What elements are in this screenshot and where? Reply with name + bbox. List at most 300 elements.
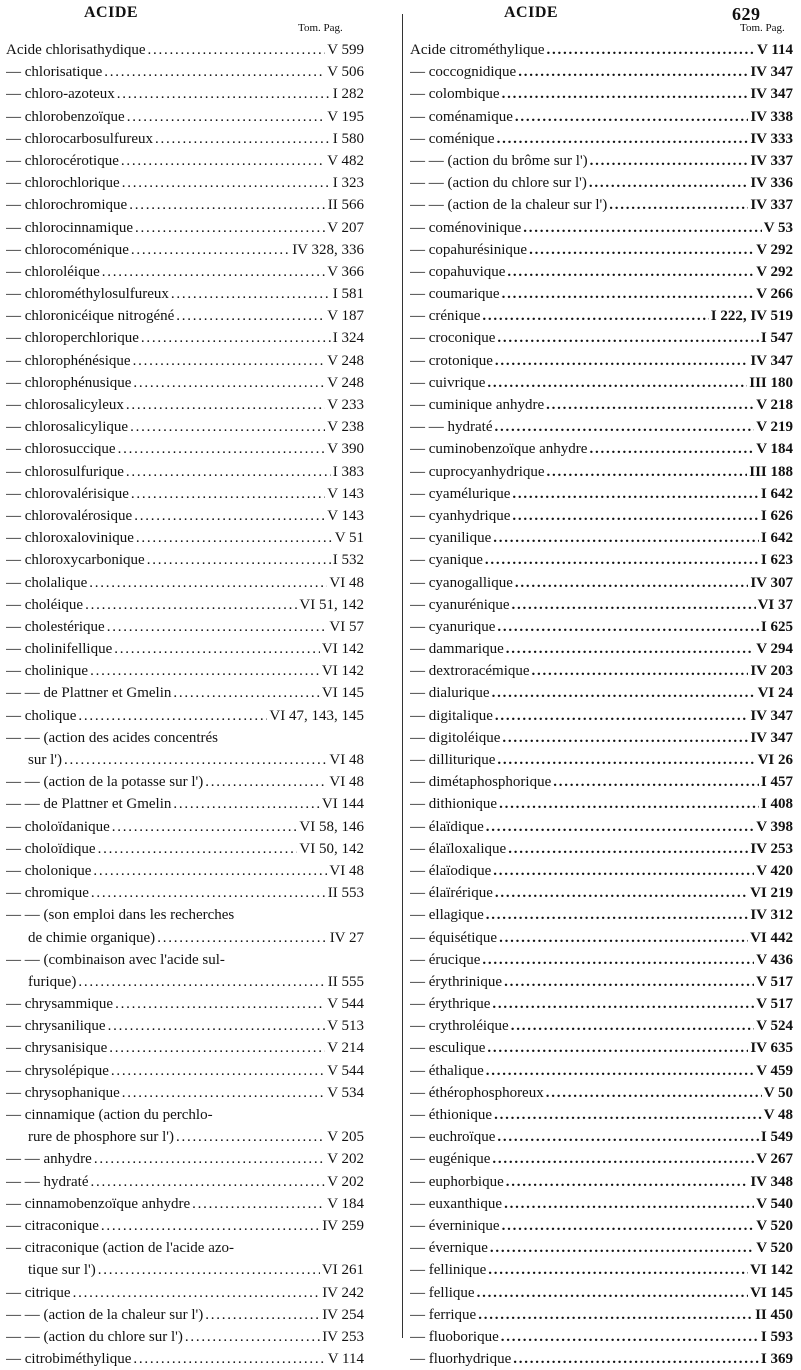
entry-name: — érythrinique bbox=[410, 973, 503, 990]
index-entry bbox=[410, 1037, 793, 1059]
index-entry bbox=[6, 416, 364, 438]
index-entry bbox=[410, 350, 793, 372]
index-entry bbox=[410, 904, 793, 926]
right-column-heading: Tom. Pag. bbox=[740, 22, 785, 34]
index-entry bbox=[6, 1282, 364, 1304]
entry-name: — eugénique bbox=[410, 1151, 491, 1168]
entry-reference: V 202 bbox=[327, 1173, 364, 1190]
dot-leader bbox=[176, 1126, 325, 1148]
index-entry bbox=[6, 660, 364, 682]
entry-reference: V 143 bbox=[327, 485, 364, 502]
dot-leader bbox=[495, 882, 748, 904]
entry-name: — — (action des acides concentrés bbox=[6, 729, 218, 746]
entry-name: — crotonique bbox=[410, 352, 493, 369]
dot-leader bbox=[78, 705, 267, 727]
entry-name: — chlorosalicylique bbox=[6, 419, 129, 436]
index-entry bbox=[6, 971, 364, 993]
entry-name: — dialurique bbox=[410, 685, 490, 702]
entry-name: — cholonique bbox=[6, 862, 92, 879]
dot-leader bbox=[173, 793, 320, 815]
index-entry bbox=[410, 372, 793, 394]
index-entry bbox=[6, 1304, 364, 1326]
index-entry bbox=[6, 483, 364, 505]
index-entry bbox=[410, 993, 793, 1015]
entry-reference: V 366 bbox=[327, 263, 364, 280]
index-entry bbox=[6, 1215, 364, 1237]
entry-name: — copahurésinique bbox=[410, 241, 528, 258]
entry-name: — chloroperchlorique bbox=[6, 330, 139, 347]
index-entry bbox=[410, 1060, 793, 1082]
entry-reference: VI 47, 143, 145 bbox=[269, 707, 364, 724]
entry-name: — dextroracémique bbox=[410, 663, 530, 680]
dot-leader bbox=[78, 971, 325, 993]
entry-name: — — de Plattner et Gmelin bbox=[6, 685, 172, 702]
entry-reference: V 248 bbox=[327, 374, 364, 391]
right-index-column bbox=[410, 39, 793, 1370]
entry-reference: I 623 bbox=[760, 552, 793, 569]
dot-leader bbox=[192, 1193, 325, 1215]
entry-name: — chlorisatique bbox=[6, 64, 103, 81]
entry-reference: I 625 bbox=[760, 618, 793, 635]
entry-name: — — (action du chlore sur l') bbox=[6, 1328, 183, 1345]
index-entry bbox=[6, 993, 364, 1015]
entry-name: Acide chlorisathydique bbox=[6, 42, 146, 58]
index-entry bbox=[6, 949, 364, 971]
entry-name: — cyamélurique bbox=[410, 485, 511, 502]
index-entry bbox=[6, 727, 364, 749]
entry-reference: I 580 bbox=[332, 130, 364, 147]
entry-name: — coccognidique bbox=[410, 64, 517, 81]
index-entry bbox=[410, 83, 793, 105]
dot-leader bbox=[502, 727, 748, 749]
entry-name: — — hydraté bbox=[6, 1173, 89, 1190]
index-entry bbox=[6, 1237, 364, 1259]
entry-reference: I 593 bbox=[760, 1328, 793, 1345]
entry-reference: V 267 bbox=[756, 1151, 793, 1168]
dot-leader bbox=[492, 1148, 754, 1170]
dot-leader bbox=[553, 771, 759, 793]
index-entry bbox=[6, 1259, 364, 1281]
dot-leader bbox=[114, 638, 320, 660]
index-entry bbox=[6, 172, 364, 194]
index-entry bbox=[6, 1326, 364, 1348]
entry-reference: IV 328, 336 bbox=[292, 241, 364, 258]
entry-reference: IV 348 bbox=[750, 1173, 793, 1190]
dot-leader bbox=[512, 483, 759, 505]
index-entry bbox=[410, 594, 793, 616]
dot-leader bbox=[122, 1082, 325, 1104]
dot-leader bbox=[157, 927, 328, 949]
index-entry bbox=[6, 594, 364, 616]
entry-reference: I 642 bbox=[760, 530, 793, 547]
dot-leader bbox=[508, 838, 748, 860]
dot-leader bbox=[506, 1171, 749, 1193]
entry-reference: IV 337 bbox=[750, 152, 793, 169]
entry-name: — cyanilique bbox=[410, 530, 492, 547]
entry-name: — — (action de la chaleur sur l') bbox=[6, 1306, 204, 1323]
dot-leader bbox=[91, 882, 326, 904]
entry-name: — — (action de la potasse sur l') bbox=[6, 774, 204, 791]
entry-reference: V 436 bbox=[756, 951, 793, 968]
index-entry bbox=[6, 83, 364, 105]
dot-leader bbox=[176, 305, 325, 327]
index-entry bbox=[410, 1215, 793, 1237]
entry-name: — chlorocarbosulfureux bbox=[6, 130, 154, 147]
index-entry bbox=[410, 239, 793, 261]
entry-name: — chlorosuccique bbox=[6, 441, 116, 458]
dot-leader bbox=[512, 505, 759, 527]
entry-reference: V 520 bbox=[756, 1240, 793, 1257]
index-entry bbox=[6, 860, 364, 882]
dot-leader bbox=[546, 394, 754, 416]
entry-name: — euchroïque bbox=[410, 1129, 496, 1146]
entry-name: — cyanique bbox=[410, 552, 483, 569]
entry-name: — chlorosalicyleux bbox=[6, 397, 124, 413]
dot-leader bbox=[482, 305, 708, 327]
entry-reference: V 143 bbox=[327, 507, 364, 524]
index-entry bbox=[6, 1015, 364, 1037]
index-entry bbox=[410, 283, 793, 305]
index-entry bbox=[6, 239, 364, 261]
entry-reference: V 184 bbox=[756, 441, 793, 458]
entry-reference: IV 635 bbox=[750, 1040, 793, 1057]
entry-reference: I 323 bbox=[332, 175, 364, 192]
entry-name: — — (combinaison avec l'acide sul- bbox=[6, 951, 225, 968]
entry-name: — évernique bbox=[410, 1240, 488, 1257]
index-entry bbox=[6, 261, 364, 283]
dot-leader bbox=[136, 527, 333, 549]
entry-name: — esculique bbox=[410, 1040, 486, 1057]
entry-reference: V 482 bbox=[327, 152, 364, 169]
entry-name: — éthalique bbox=[410, 1062, 484, 1079]
entry-name: — équisétique bbox=[410, 929, 498, 946]
entry-reference: VI 219 bbox=[750, 885, 793, 902]
entry-reference: VI 145 bbox=[321, 685, 364, 702]
index-entry bbox=[410, 217, 793, 239]
dot-leader bbox=[171, 283, 331, 305]
entry-name: — croconique bbox=[410, 330, 496, 347]
entry-reference: I 383 bbox=[332, 463, 364, 480]
dot-leader bbox=[147, 549, 331, 571]
entry-name: — ferrique bbox=[410, 1306, 477, 1323]
dot-leader bbox=[127, 106, 325, 128]
index-entry bbox=[410, 327, 793, 349]
dot-leader bbox=[490, 1237, 754, 1259]
dot-leader bbox=[130, 416, 325, 438]
dot-leader bbox=[515, 572, 748, 594]
dot-leader bbox=[121, 150, 325, 172]
dot-leader bbox=[141, 327, 331, 349]
entry-reference: V 214 bbox=[327, 1040, 364, 1057]
entry-reference: V 292 bbox=[756, 241, 793, 258]
index-entry bbox=[410, 61, 793, 83]
index-entry bbox=[6, 904, 364, 926]
dot-leader bbox=[590, 150, 749, 172]
index-entry bbox=[6, 1148, 364, 1170]
entry-reference: V 292 bbox=[756, 263, 793, 280]
entry-reference: IV 312 bbox=[750, 907, 793, 924]
entry-reference: VI 142 bbox=[321, 663, 364, 680]
entry-reference: IV 347 bbox=[750, 729, 793, 746]
entry-reference: IV 347 bbox=[750, 64, 793, 81]
dot-leader bbox=[485, 549, 759, 571]
entry-reference: IV 307 bbox=[750, 574, 793, 591]
page-number: 629 bbox=[732, 4, 761, 24]
dot-leader bbox=[547, 461, 748, 483]
entry-reference: I 642 bbox=[760, 485, 793, 502]
entry-name: — chloroxalovinique bbox=[6, 530, 134, 547]
index-entry bbox=[410, 771, 793, 793]
index-entry bbox=[410, 971, 793, 993]
dot-leader bbox=[507, 261, 754, 283]
entry-name: — cuminobenzoïque anhydre bbox=[410, 441, 588, 458]
entry-name: — dithionique bbox=[410, 796, 498, 813]
dot-leader bbox=[115, 993, 325, 1015]
index-entry bbox=[410, 949, 793, 971]
index-entry bbox=[410, 39, 793, 61]
entry-reference: V 294 bbox=[756, 641, 793, 658]
dot-leader bbox=[148, 39, 326, 61]
index-entry bbox=[410, 1348, 793, 1370]
dot-leader bbox=[492, 993, 754, 1015]
dot-leader bbox=[488, 1259, 748, 1281]
dot-leader bbox=[90, 1171, 325, 1193]
entry-reference: IV 242 bbox=[322, 1284, 364, 1301]
entry-reference: VI 24 bbox=[757, 685, 793, 702]
entry-reference: V 520 bbox=[756, 1217, 793, 1234]
dot-leader bbox=[497, 749, 755, 771]
index-entry bbox=[6, 1060, 364, 1082]
entry-name: — cholestérique bbox=[6, 618, 105, 635]
entry-reference: V 524 bbox=[756, 1018, 793, 1035]
entry-name: — élaïrérique bbox=[410, 885, 493, 902]
entry-reference: V 544 bbox=[327, 996, 364, 1013]
column-divider bbox=[402, 14, 403, 1338]
entry-name: tique sur l') bbox=[28, 1262, 96, 1279]
entry-reference: V 233 bbox=[327, 397, 364, 413]
entry-reference: V 238 bbox=[327, 419, 364, 436]
index-entry bbox=[410, 793, 793, 815]
entry-name: — chrysolépique bbox=[6, 1062, 109, 1079]
entry-name: — cholinique bbox=[6, 663, 89, 680]
entry-reference: VI 48 bbox=[329, 862, 364, 879]
entry-reference: I 324 bbox=[332, 330, 364, 347]
entry-name: — coménovinique bbox=[410, 219, 522, 236]
index-entry bbox=[410, 1259, 793, 1281]
dot-leader bbox=[133, 372, 325, 394]
entry-name: — chlorochlorique bbox=[6, 175, 120, 192]
entry-name: — fluoborique bbox=[410, 1328, 499, 1345]
entry-reference: I 547 bbox=[760, 330, 793, 347]
entry-name: — élaïloxalique bbox=[410, 840, 507, 857]
dot-leader bbox=[495, 705, 748, 727]
index-entry bbox=[6, 106, 364, 128]
entry-name: — — (action de la chaleur sur l') bbox=[410, 197, 608, 214]
entry-reference: V 48 bbox=[763, 1107, 793, 1123]
index-entry bbox=[410, 483, 793, 505]
index-entry bbox=[6, 394, 364, 416]
index-entry bbox=[410, 682, 793, 704]
entry-name: Acide citrométhylique bbox=[410, 42, 545, 58]
dot-leader bbox=[513, 1348, 759, 1370]
dot-leader bbox=[102, 261, 325, 283]
index-entry bbox=[410, 172, 793, 194]
entry-name: — chloro-azoteux bbox=[6, 86, 115, 103]
entry-reference: V 114 bbox=[327, 1351, 364, 1368]
dot-leader bbox=[497, 1126, 759, 1148]
index-entry bbox=[410, 394, 793, 416]
entry-name: — chlorocoménique bbox=[6, 241, 129, 258]
dot-leader bbox=[501, 1326, 759, 1348]
entry-name: — choléique bbox=[6, 596, 84, 613]
dot-leader bbox=[98, 838, 298, 860]
index-entry bbox=[6, 638, 364, 660]
entry-reference: V 513 bbox=[327, 1018, 364, 1035]
entry-reference: V 205 bbox=[327, 1129, 364, 1146]
left-index-column bbox=[6, 39, 364, 1370]
entry-name: — chlorovalérisique bbox=[6, 485, 129, 502]
index-entry bbox=[6, 771, 364, 793]
entry-name: — coménamique bbox=[410, 108, 513, 125]
entry-reference: III 188 bbox=[749, 463, 793, 480]
entry-name: — chloronicéique nitrogéné bbox=[6, 308, 175, 325]
entry-name: — cuminique anhydre bbox=[410, 397, 545, 413]
dot-leader bbox=[73, 1282, 321, 1304]
index-entry bbox=[6, 882, 364, 904]
dot-leader bbox=[532, 660, 749, 682]
index-entry bbox=[410, 1282, 793, 1304]
index-entry bbox=[410, 438, 793, 460]
dot-leader bbox=[111, 1060, 325, 1082]
entry-name: — digitalique bbox=[410, 707, 493, 724]
dot-leader bbox=[504, 971, 754, 993]
index-entry bbox=[410, 1237, 793, 1259]
index-entry bbox=[6, 217, 364, 239]
entry-reference: V 50 bbox=[763, 1084, 793, 1101]
entry-name: — éverninique bbox=[410, 1217, 500, 1234]
entry-reference: V 219 bbox=[756, 419, 793, 436]
dot-leader bbox=[101, 1215, 320, 1237]
entry-reference: II 566 bbox=[327, 197, 364, 214]
entry-reference: I 532 bbox=[332, 552, 364, 569]
index-entry bbox=[410, 1304, 793, 1326]
index-entry bbox=[410, 1148, 793, 1170]
entry-name: — — (son emploi dans les recherches bbox=[6, 907, 235, 924]
index-entry bbox=[410, 194, 793, 216]
entry-name: — chlorocinnamique bbox=[6, 219, 134, 236]
entry-reference: V 218 bbox=[756, 397, 793, 413]
entry-name: — — anhydre bbox=[6, 1151, 92, 1168]
dot-leader bbox=[129, 194, 326, 216]
index-entry bbox=[6, 327, 364, 349]
dot-leader bbox=[495, 350, 748, 372]
dot-leader bbox=[494, 1104, 762, 1126]
index-entry bbox=[410, 416, 793, 438]
entry-reference: IV 259 bbox=[322, 1217, 364, 1234]
entry-name: — chlorophénusique bbox=[6, 374, 132, 391]
index-entry bbox=[6, 616, 364, 638]
index-entry bbox=[410, 572, 793, 594]
entry-reference: V 202 bbox=[327, 1151, 364, 1168]
index-entry bbox=[410, 1126, 793, 1148]
entry-name: — dilliturique bbox=[410, 752, 496, 768]
entry-name: — cyanurique bbox=[410, 618, 496, 635]
entry-reference: V 459 bbox=[756, 1062, 793, 1079]
entry-name: — chlorophénésique bbox=[6, 352, 131, 369]
entry-reference: V 517 bbox=[756, 996, 793, 1013]
index-entry bbox=[6, 350, 364, 372]
dot-leader bbox=[107, 616, 328, 638]
entry-name: — chlorocérotique bbox=[6, 152, 119, 169]
index-entry bbox=[410, 261, 793, 283]
index-entry bbox=[410, 705, 793, 727]
entry-reference: IV 253 bbox=[750, 840, 793, 857]
entry-reference: V 506 bbox=[327, 64, 364, 81]
entry-reference: III 180 bbox=[749, 374, 793, 391]
dot-leader bbox=[511, 1015, 754, 1037]
entry-reference: VI 142 bbox=[750, 1262, 793, 1279]
index-entry bbox=[6, 793, 364, 815]
dot-leader bbox=[515, 106, 748, 128]
index-entry bbox=[6, 1171, 364, 1193]
entry-reference: IV 254 bbox=[322, 1306, 364, 1323]
index-entry bbox=[6, 527, 364, 549]
entry-name: — choloïdanique bbox=[6, 818, 110, 835]
entry-name: — chromique bbox=[6, 885, 89, 902]
index-entry bbox=[410, 1082, 793, 1104]
entry-reference: V 390 bbox=[327, 441, 364, 458]
entry-reference: VI 144 bbox=[321, 796, 364, 813]
entry-name: — — de Plattner et Gmelin bbox=[6, 796, 172, 813]
entry-reference: II 450 bbox=[755, 1306, 793, 1323]
dot-leader bbox=[504, 1193, 754, 1215]
entry-reference: V 420 bbox=[756, 862, 793, 879]
dot-leader bbox=[502, 283, 755, 305]
entry-name: — cuprocyanhydrique bbox=[410, 463, 545, 480]
entry-reference: VI 57 bbox=[329, 618, 364, 635]
entry-name: — chloroléique bbox=[6, 263, 100, 280]
entry-reference: VI 50, 142 bbox=[299, 840, 364, 857]
index-entry bbox=[6, 1104, 364, 1126]
entry-reference: V 114 bbox=[757, 42, 793, 58]
entry-reference: I 626 bbox=[760, 507, 793, 524]
entry-name: — chrysophanique bbox=[6, 1084, 120, 1101]
dot-leader bbox=[478, 1304, 753, 1326]
entry-reference: I 457 bbox=[760, 774, 793, 791]
dot-leader bbox=[173, 682, 320, 704]
dot-leader bbox=[93, 860, 327, 882]
entry-reference: VI 58, 146 bbox=[299, 818, 364, 835]
entry-name: — citraconique (action de l'acide azo- bbox=[6, 1240, 235, 1257]
entry-reference: VI 261 bbox=[321, 1262, 364, 1279]
entry-name: — colombique bbox=[410, 86, 500, 103]
index-entry bbox=[410, 150, 793, 172]
dot-leader bbox=[133, 350, 326, 372]
dot-leader bbox=[486, 1060, 754, 1082]
dot-leader bbox=[104, 61, 325, 83]
dot-leader bbox=[205, 1304, 320, 1326]
entry-name: — euphorbique bbox=[410, 1173, 504, 1190]
dot-leader bbox=[112, 816, 298, 838]
entry-name: — chlorométhylosulfureux bbox=[6, 286, 169, 303]
dot-leader bbox=[133, 1348, 325, 1370]
entry-name: — coumarique bbox=[410, 286, 500, 303]
entry-name: — cholinifellique bbox=[6, 641, 113, 658]
index-entry bbox=[410, 1015, 793, 1037]
index-entry bbox=[410, 128, 793, 150]
dot-leader bbox=[89, 572, 327, 594]
index-entry bbox=[410, 527, 793, 549]
